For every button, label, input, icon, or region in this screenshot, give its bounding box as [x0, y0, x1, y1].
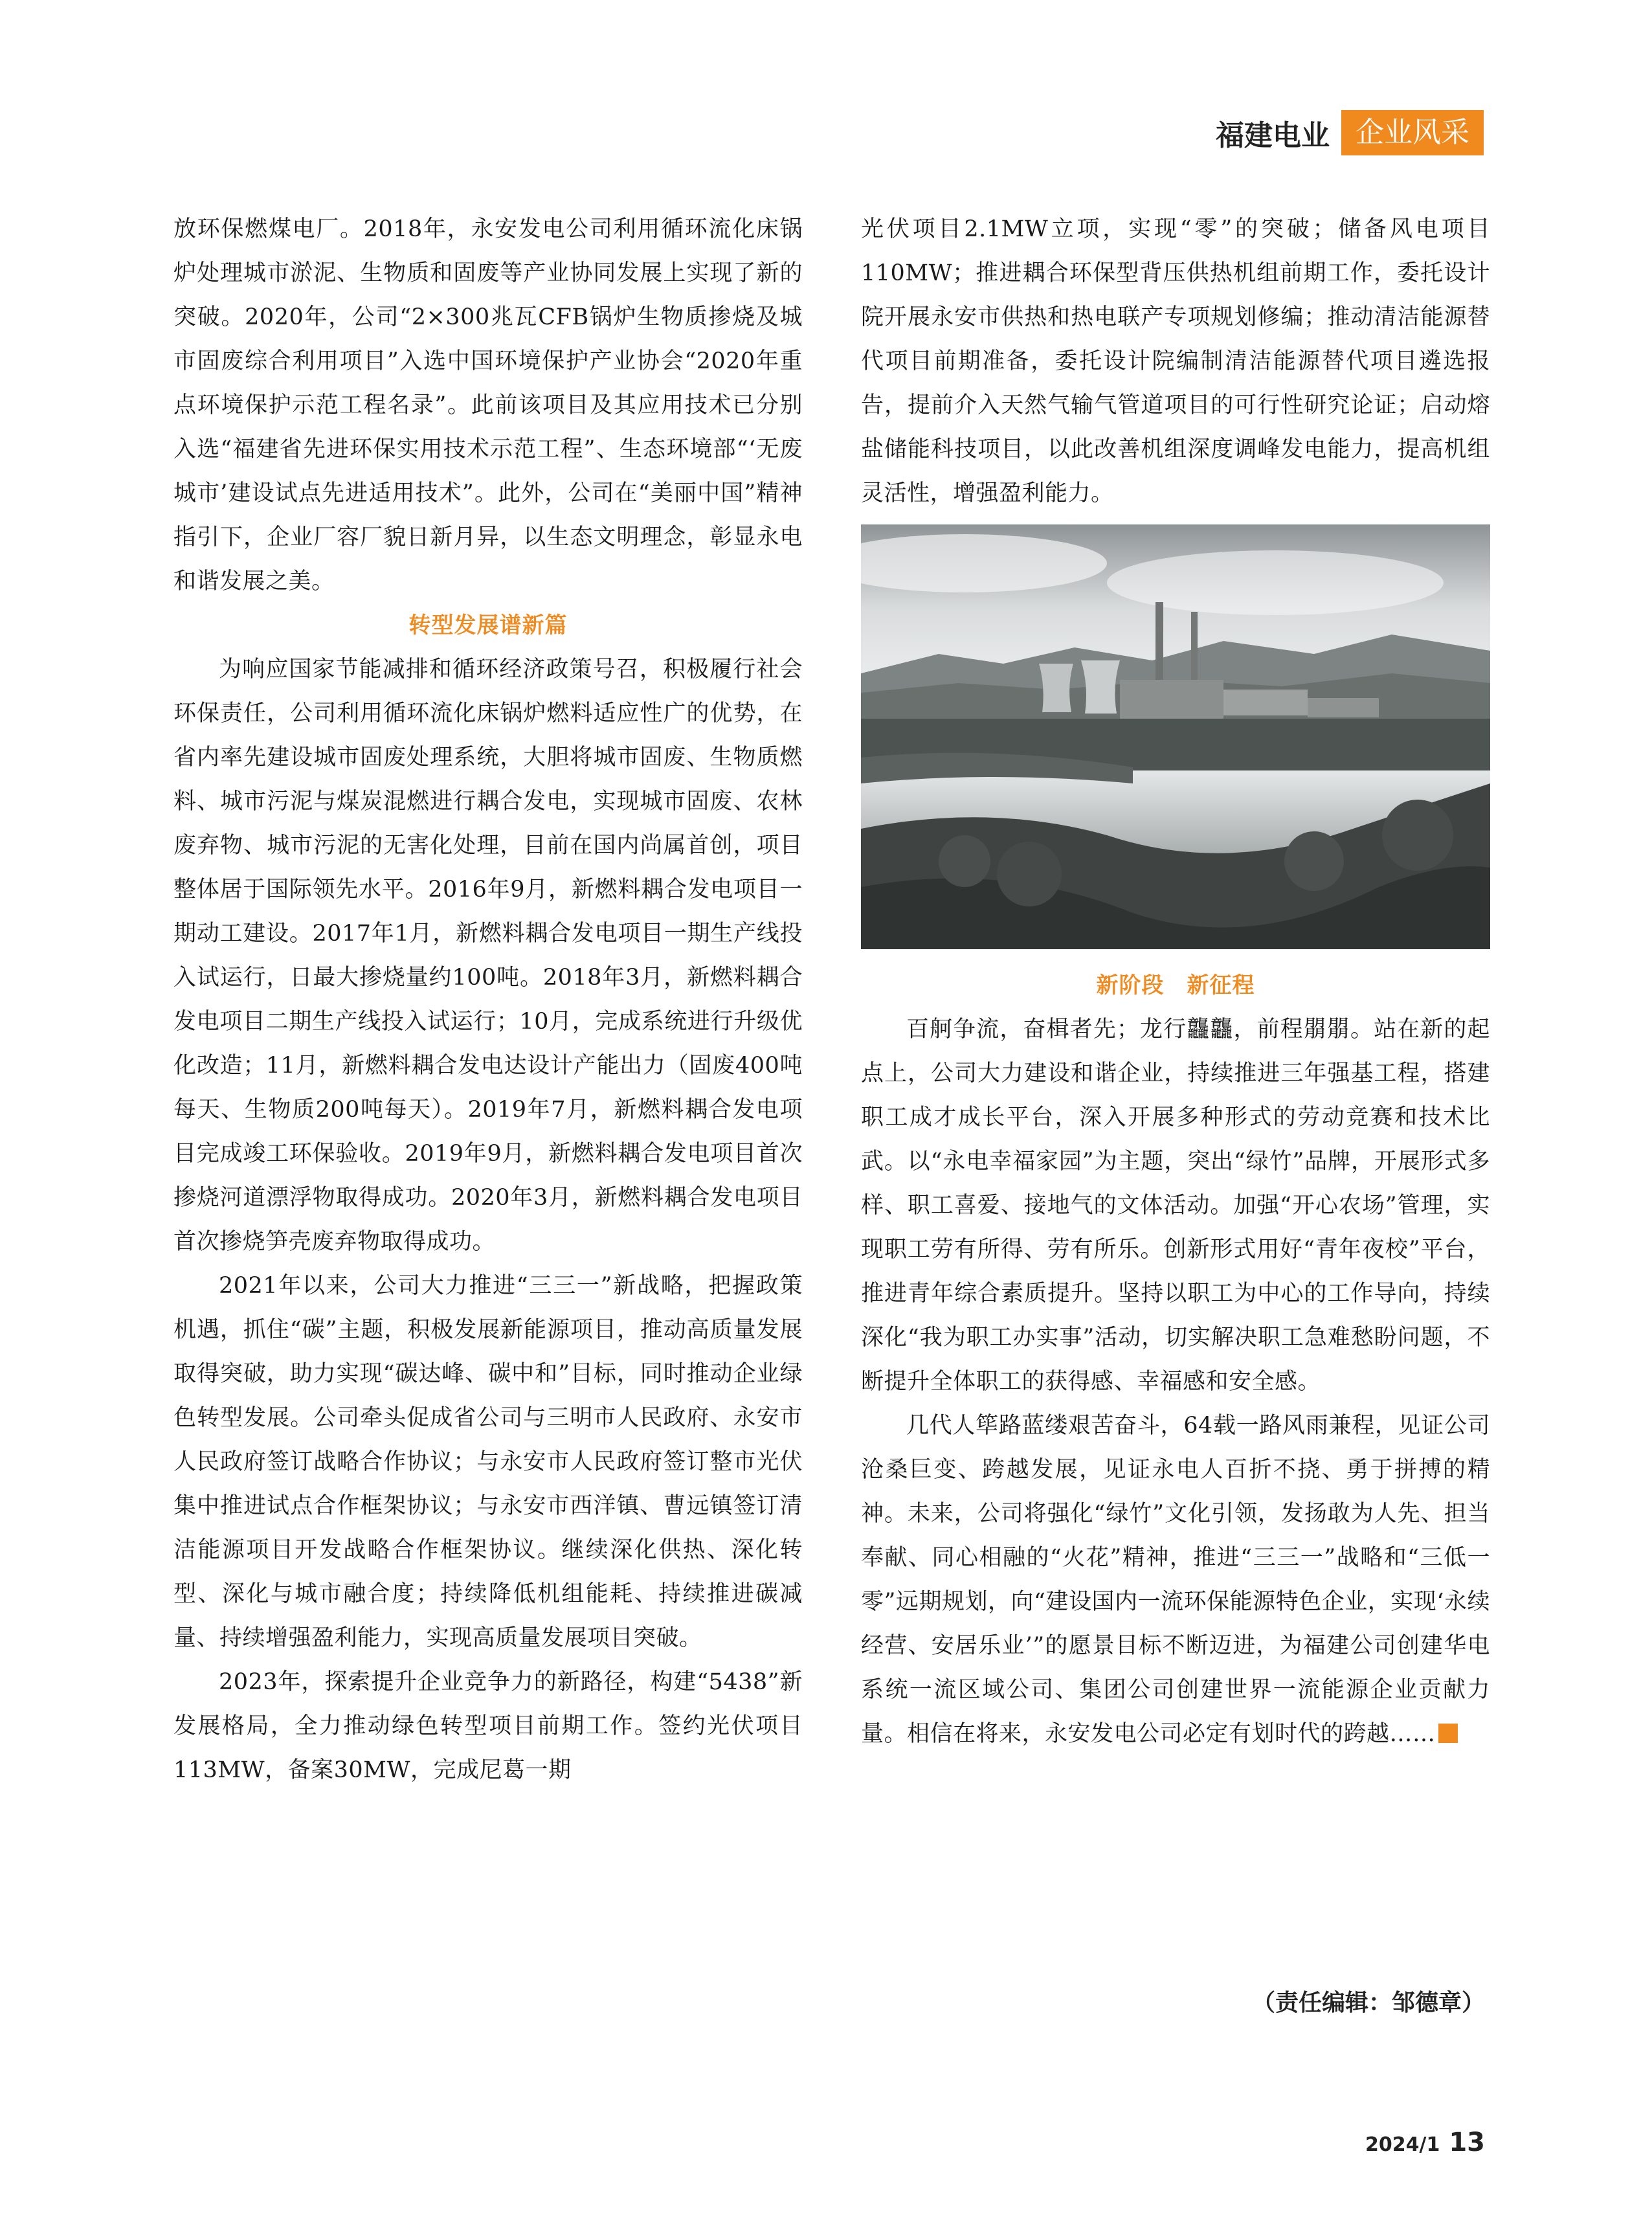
power-plant-photo: [861, 524, 1490, 949]
subhead-new-stage: 新阶段 新征程: [1096, 972, 1255, 998]
page-number: 13: [1449, 2128, 1485, 2157]
right-paragraph-2: 百舸争流，奋楫者先；龙行龘龘，前程朤朤。站在新的起点上，公司大力建设和谐企业，持续推进三年强基工程，搭建职工成才成长平台，深入开展多种形式的劳动竞赛和技术比武。以“永电幸福家园”为主题，突出“绿竹”品牌，开展形式多样、职工喜爱、接地气的文体活动。加强“开心农场”管理，实现职工劳有所得、劳有所乐。创新形式用好“青年夜校”平台，推进青年综合素质提升。坚持以职工为中心的工作导向，持续深化“我为职工办实事”活动，切实解决职工急难愁盼问题，不断提升全体职工的获得感、幸福感和安全感。: [861, 1017, 1490, 1395]
editor-credit: （责任编辑：邹德章）: [1251, 1990, 1485, 2016]
section-tag: 企业风采: [1341, 110, 1484, 155]
left-column: [173, 207, 803, 1792]
left-paragraph-2: 为响应国家节能减排和循环经济政策号召，积极履行社会环保责任，公司利用循环流化床锅炉燃料适应性广的优势，在省内率先建设城市固废处理系统，大胆将城市固废、生物质燃料、城市污泥与煤炭混燃进行耦合发电，实现城市固废、农林废弃物、城市污泥的无害化处理，目前在国内尚属首创，项目整体居于国际领先水平。2016年9月，新燃料耦合发电项目一期动工建设。2017年1月，新燃料耦合发电项目一期生产线投入试运行，日最大掺烧量约100吨。2018年3月，新燃料耦合发电项目二期生产线投入试运行；10月，完成系统进行升级优化改造；11月，新燃料耦合发电达设计产能出力（固废400吨每天、生物质200吨每天）。2019年7月，新燃料耦合发电项目完成竣工环保验收。2019年9月，新燃料耦合发电项目首次掺烧河道漂浮物取得成功。2020年3月，新燃料耦合发电项目首次掺烧笋壳废弃物取得成功。: [173, 657, 803, 1255]
left-paragraph-4: 2023年，探索提升企业竞争力的新路径，构建“5438”新发展格局，全力推动绿色转型项目前期工作。签约光伏项目113MW，备案30MW，完成尼葛一期: [173, 1669, 803, 1783]
issue-label: 2024/1: [1365, 2133, 1440, 2156]
page-footer: [1365, 2128, 1485, 2157]
right-paragraph-3-text: 几代人筚路蓝缕艰苦奋斗，64载一路风雨兼程，见证公司沧桑巨变、跨越发展，见证永电人百折不挠、勇于拼搏的精神。未来，公司将强化“绿竹”文化引领，发扬敢为人先、担当奉献、同心相融的“火花”精神，推进“三三一”战略和“三低一零”远期规划，向“建设国内一流环保能源特色企业，实现‘永续经营、安居乐业’”的愿景目标不断迈进，为福建公司创建华电系统一流区域公司、集团公司创建世界一流能源企业贡献力量。相信在将来，永安发电公司必定有划时代的跨越……: [861, 1413, 1490, 1747]
left-paragraph-3: 2021年以来，公司大力推进“三三一”新战略，把握政策机遇，抓住“碳”主题，积极发展新能源项目，推动高质量发展取得突破，助力实现“碳达峰、碳中和”目标，同时推动企业绿色转型发展。公司牵头促成省公司与三明市人民政府、永安市人民政府签订战略合作协议；与永安市人民政府签订整市光伏集中推进试点合作框架协议；与永安市西洋镇、曹远镇签订清洁能源项目开发战略合作框架协议。继续深化供热、深化转型、深化与城市融合度；持续降低机组能耗、持续推进碳减量、持续增强盈利能力，实现高质量发展项目突破。: [173, 1273, 803, 1651]
end-mark-icon: [1438, 1724, 1458, 1743]
magazine-name: 福建电业: [1216, 119, 1330, 152]
right-paragraph-3: [861, 1404, 1490, 1756]
right-paragraph-1: 光伏项目2.1MW立项，实现“零”的突破；储备风电项目110MW；推进耦合环保型背压供热机组前期工作，委托设计院开展永安市供热和热电联产专项规划修编；推动清洁能源替代项目前期准备，委托设计院编制清洁能源替代项目遴选报告，提前介入天然气输气管道项目的可行性研究论证；启动熔盐储能科技项目，以此改善机组深度调峰发电能力，提高机组灵活性，增强盈利能力。: [861, 216, 1490, 506]
page-header: [1216, 110, 1484, 155]
left-paragraph-1: 放环保燃煤电厂。2018年，永安发电公司利用循环流化床锅炉处理城市淤泥、生物质和固废等产业协同发展上实现了新的突破。2020年，公司“2×300兆瓦CFB锅炉生物质掺烧及城市固废综合利用项目”入选中国环境保护产业协会“2020年重点环境保护示范工程名录”。此前该项目及其应用技术已分别入选“福建省先进环保实用技术示范工程”、生态环境部“‘无废城市’建设试点先进适用技术”。此外，公司在“美丽中国”精神指引下，企业厂容厂貌日新月异，以生态文明理念，彰显永电和谐发展之美。: [173, 216, 803, 594]
right-column: [861, 207, 1490, 1756]
subhead-transformation: 转型发展谱新篇: [408, 613, 568, 638]
